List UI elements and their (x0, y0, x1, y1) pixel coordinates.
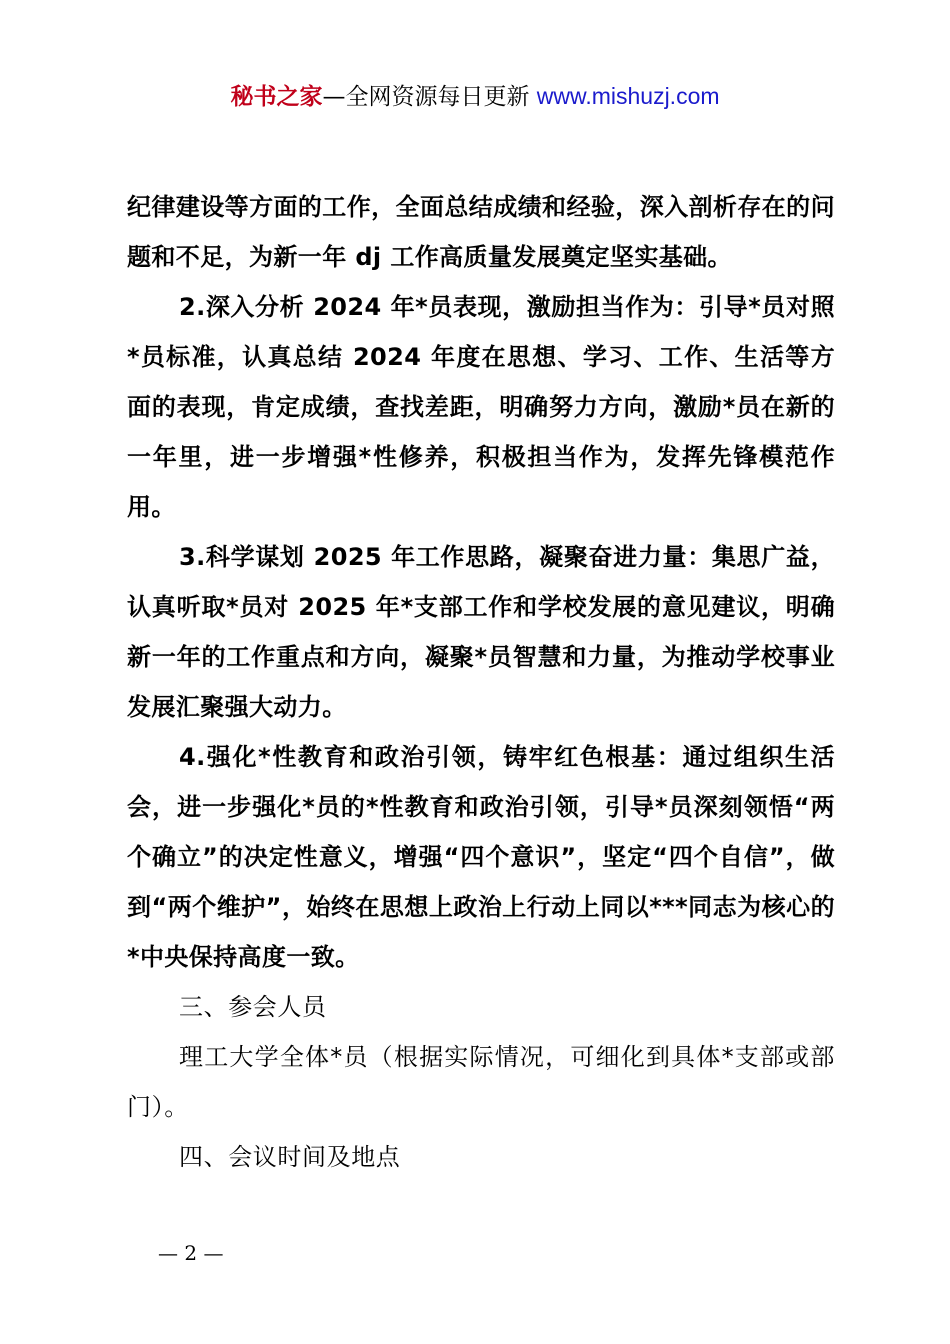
document-body (127, 182, 835, 1182)
site-header (0, 78, 950, 115)
page-number: — 2 — (158, 1241, 224, 1265)
paragraph-item-3: 3.科学谋划 2025 年工作思路，凝聚奋进力量：集思广益，认真听取*员对 2025 年*支部工作和学校发展的意见建议，明确新一年的工作重点和方向，凝聚*员智慧和力量，为推动学校事业发展汇聚强大动力。 (127, 543, 835, 721)
header-tagline: —全网资源每日更新 (322, 84, 537, 110)
section-heading-attendees: 三、参会人员 (179, 993, 327, 1021)
paragraph-item-4: 4.强化*性教育和政治引领，铸牢红色根基：通过组织生活会，进一步强化*员的*性教育和政治引领，引导*员深刻领悟“两个确立”的决定性意义，增强“四个意识”，坚定“四个自信”，做到“两个维护”，始终在思想上政治上行动上同以***同志为核心的*中央保持高度一致。 (127, 743, 835, 971)
paragraph-continuation: 纪律建设等方面的工作，全面总结成绩和经验，深入剖析存在的问题和不足，为新一年 dj 工作高质量发展奠定坚实基础。 (127, 193, 835, 271)
site-url-link[interactable]: www.mishuzj.com (536, 83, 720, 109)
paragraph-attendees: 理工大学全体*员（根据实际情况，可细化到具体*支部或部门）。 (127, 1043, 835, 1121)
section-heading-time-location: 四、会议时间及地点 (179, 1143, 401, 1171)
brand-name: 秘书之家 (230, 84, 323, 110)
paragraph-item-2: 2.深入分析 2024 年*员表现，激励担当作为：引导*员对照*员标准，认真总结 2024 年度在思想、学习、工作、生活等方面的表现，肯定成绩，查找差距，明确努力方向，激励*员在新的一年里，进一步增强*性修养，积极担当作为，发挥先锋模范作用。 (127, 293, 835, 521)
